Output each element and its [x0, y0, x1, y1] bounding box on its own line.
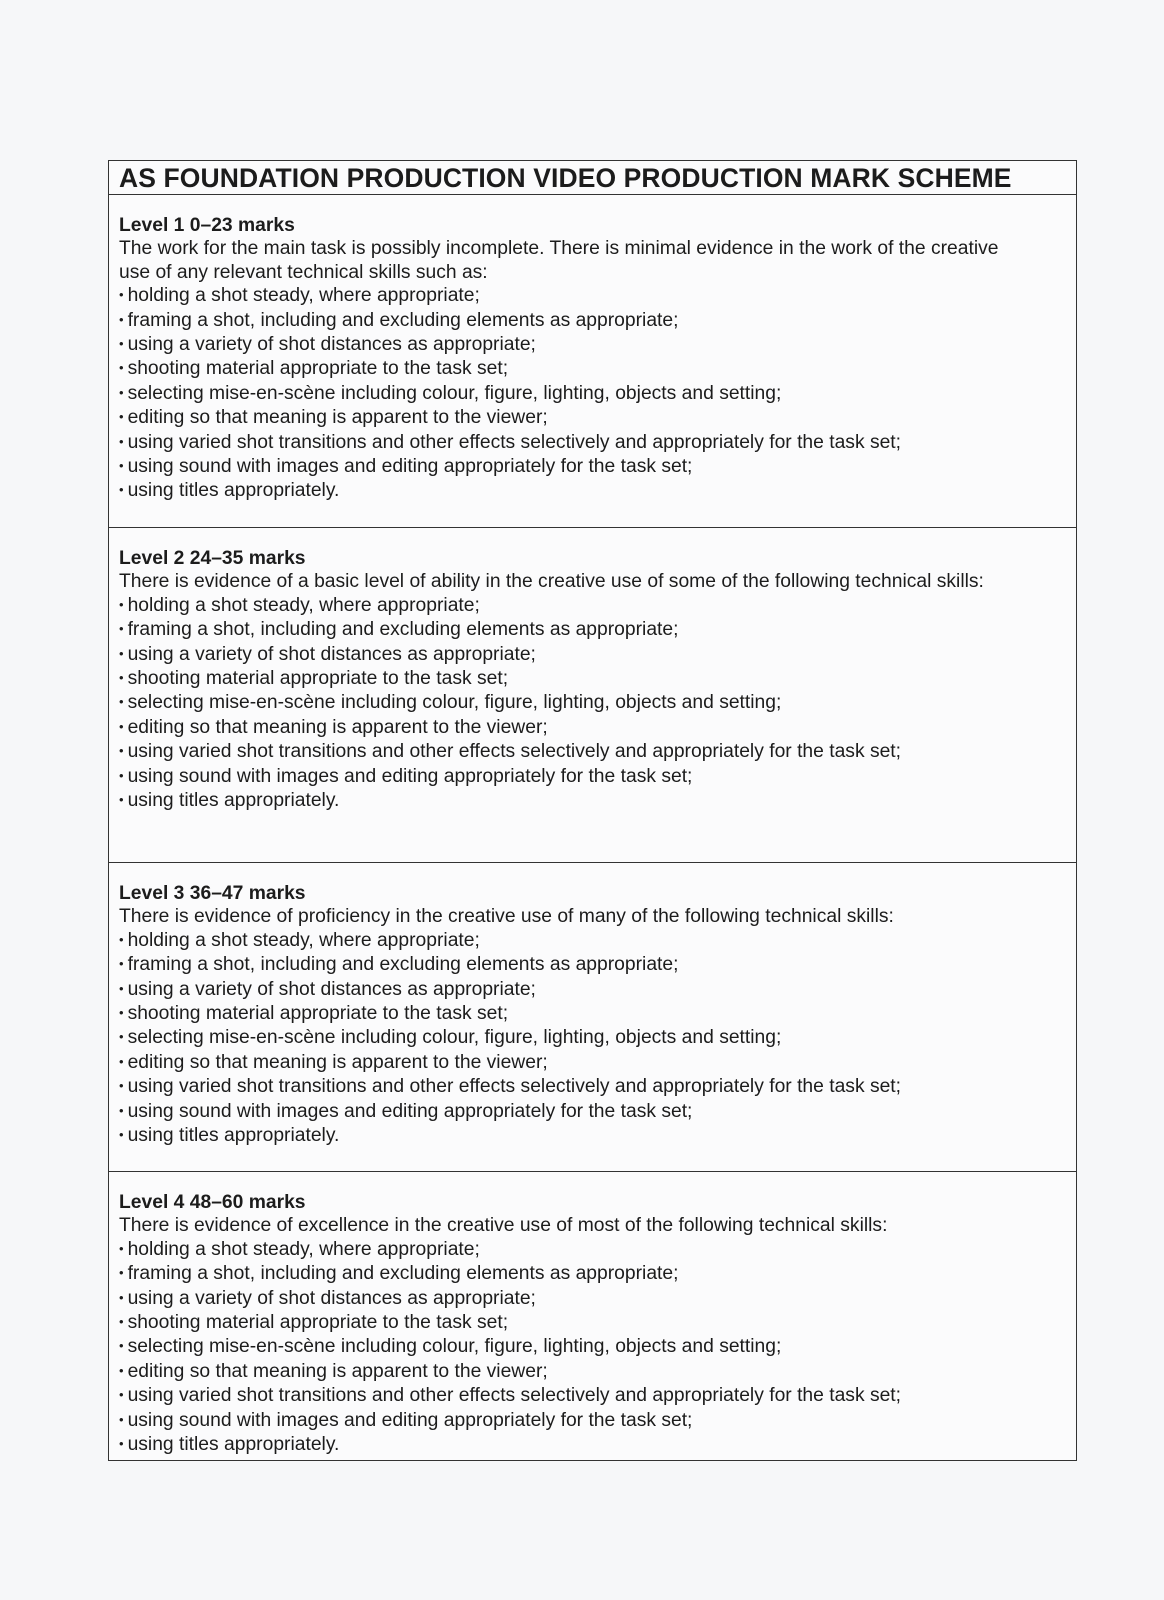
list-item: • using sound with images and editing appropriately for the task set; [119, 1100, 1066, 1124]
list-item: • editing so that meaning is apparent to the viewer; [119, 1051, 1066, 1075]
list-item: • selecting mise-en-scène including colour, figure, lighting, objects and setting; [119, 1335, 1066, 1359]
level-description: There is evidence of proficiency in the creative use of many of the following technical skills: [119, 906, 894, 928]
list-item: • using varied shot transitions and other effects selectively and appropriately for the task set; [119, 431, 1066, 455]
list-item: • using sound with images and editing appropriately for the task set; [119, 455, 1066, 479]
level-2-section [109, 528, 1076, 863]
list-item: • selecting mise-en-scène including colour, figure, lighting, objects and setting; [119, 1026, 1066, 1050]
list-item: • holding a shot steady, where appropriate; [119, 284, 1066, 308]
level-4-section [109, 1172, 1076, 1460]
list-item: • using sound with images and editing appropriately for the task set; [119, 1409, 1066, 1433]
list-item: • editing so that meaning is apparent to the viewer; [119, 716, 1066, 740]
list-item: • shooting material appropriate to the task set; [119, 1311, 1066, 1335]
list-item: • framing a shot, including and excluding elements as appropriate; [119, 1262, 1066, 1286]
list-item: • selecting mise-en-scène including colour, figure, lighting, objects and setting; [119, 691, 1066, 715]
skills-list [119, 1238, 1066, 1458]
list-item: • holding a shot steady, where appropriate; [119, 1238, 1066, 1262]
list-item: • editing so that meaning is apparent to the viewer; [119, 1360, 1066, 1384]
list-item: • shooting material appropriate to the task set; [119, 357, 1066, 381]
level-description: There is evidence of a basic level of ability in the creative use of some of the following technical skills: [119, 571, 984, 593]
list-item: • using titles appropriately. [119, 789, 1066, 813]
list-item: • using sound with images and editing appropriately for the task set; [119, 765, 1066, 789]
level-description: The work for the main task is possibly incomplete. There is minimal evidence in the work of the creative use of any relevant technical skills such as: [119, 238, 999, 283]
level-description: There is evidence of excellence in the creative use of most of the following technical skills: [119, 1215, 888, 1237]
list-item: • using titles appropriately. [119, 1433, 1066, 1457]
list-item: • using a variety of shot distances as appropriate; [119, 1287, 1066, 1311]
level-heading: Level 1 0–23 marks [119, 215, 295, 236]
list-item: • using a variety of shot distances as appropriate; [119, 333, 1066, 357]
skills-list [119, 594, 1066, 814]
list-item: • holding a shot steady, where appropriate; [119, 929, 1066, 953]
list-item: • using varied shot transitions and other effects selectively and appropriately for the task set; [119, 1384, 1066, 1408]
list-item: • using titles appropriately. [119, 479, 1066, 503]
list-item: • using a variety of shot distances as appropriate; [119, 643, 1066, 667]
list-item: • using titles appropriately. [119, 1124, 1066, 1148]
level-heading: Level 4 48–60 marks [119, 1192, 306, 1213]
list-item: • shooting material appropriate to the task set; [119, 1002, 1066, 1026]
list-item: • editing so that meaning is apparent to the viewer; [119, 406, 1066, 430]
list-item: • using varied shot transitions and other effects selectively and appropriately for the task set; [119, 1075, 1066, 1099]
mark-scheme-table [108, 160, 1077, 1461]
list-item: • selecting mise-en-scène including colour, figure, lighting, objects and setting; [119, 382, 1066, 406]
list-item: • holding a shot steady, where appropriate; [119, 594, 1066, 618]
level-heading: Level 2 24–35 marks [119, 548, 306, 569]
level-1-section [109, 195, 1076, 528]
skills-list [119, 929, 1066, 1149]
skills-list [119, 284, 1066, 504]
list-item: • framing a shot, including and excluding elements as appropriate; [119, 618, 1066, 642]
level-heading: Level 3 36–47 marks [119, 883, 306, 904]
list-item: • using a variety of shot distances as appropriate; [119, 978, 1066, 1002]
list-item: • shooting material appropriate to the task set; [119, 667, 1066, 691]
list-item: • framing a shot, including and excluding elements as appropriate; [119, 953, 1066, 977]
list-item: • framing a shot, including and excluding elements as appropriate; [119, 309, 1066, 333]
level-3-section [109, 863, 1076, 1172]
page-title: AS FOUNDATION PRODUCTION VIDEO PRODUCTION MARK SCHEME [109, 161, 1076, 195]
list-item: • using varied shot transitions and other effects selectively and appropriately for the task set; [119, 740, 1066, 764]
